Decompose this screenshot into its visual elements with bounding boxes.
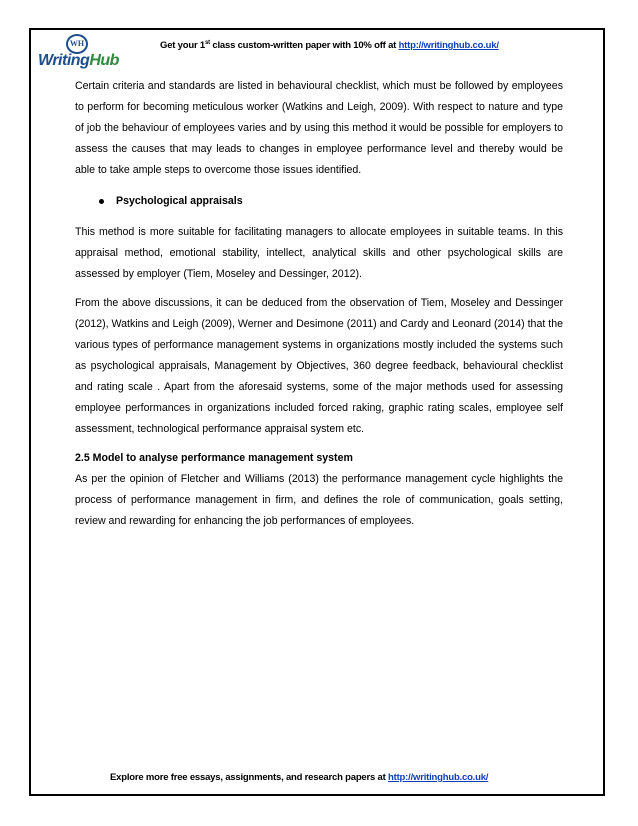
header-prefix: Get your 1 [160,40,205,52]
bullet-item [99,191,563,212]
header-link[interactable]: http://writinghub.co.uk/ [398,40,499,52]
footer-text: Explore more free essays, assignments, and research papers at [110,772,389,783]
paragraph-psychological-appraisals: This method is more suitable for facilitating managers to allocate employees in suitable teams. In this appraisal method, emotional stability, intellect, analytical skills and other psychological skills are assessed by employer (Tiem, Moseley and Dessinger, 2012). [75,226,563,280]
logo-word-writing: Writing [38,52,90,69]
paragraph-performance-cycle: As per the opinion of Fletcher and Williams (2013) the performance management cycle highlights the process of performance management in firm, and defines the role of communication, goals setting, review and rewarding for enhancing the job performances of employees. [75,473,563,527]
page-header [160,40,580,51]
page-footer [110,772,550,783]
document-body [75,76,563,532]
header-superscript: st [205,40,210,46]
bullet-label: Psychological appraisals [116,195,243,207]
logo-emblem-icon: WH [66,34,88,54]
logo-wordmark [38,52,119,70]
paragraph-discussion-summary: From the above discussions, it can be deduced from the observation of Tiem, Moseley and Dessinger (2012), Watkins and Leigh (2009), Werner and Desimone (2011) and Cardy and Leonard (2014) that the various types of performance management systems in organizations mostly included the systems such as psychological appraisals, Management by Objectives, 360 degree feedback, behavioural checklist and rating scale . Apart from the aforesaid systems, some of the major methods used for assessing employee performances in organizations included forced raking, graphic rating scales, employee self assessment, technological performance appraisal system etc. [75,297,563,435]
writinghub-logo[interactable] [38,32,120,72]
logo-word-hub: Hub [89,52,119,69]
section-heading: 2.5 Model to analyse performance management system [75,452,353,464]
paragraph-behavioural-checklist: Certain criteria and standards are listed in behavioural checklist, which must be followed by employees to perform for becoming meticulous worker (Watkins and Leigh, 2009). With respect to nature and type of job the behaviour of employees varies and by using this method it would be possible for employers to assess the causes that may leads to changes in employee performance level and thereby would be able to take ample steps to overcome those issues identified. [75,80,563,176]
footer-link[interactable]: http://writinghub.co.uk/ [388,772,489,783]
header-middle: class custom-written paper with 10% off at [209,40,399,52]
bullet-icon [99,199,104,204]
